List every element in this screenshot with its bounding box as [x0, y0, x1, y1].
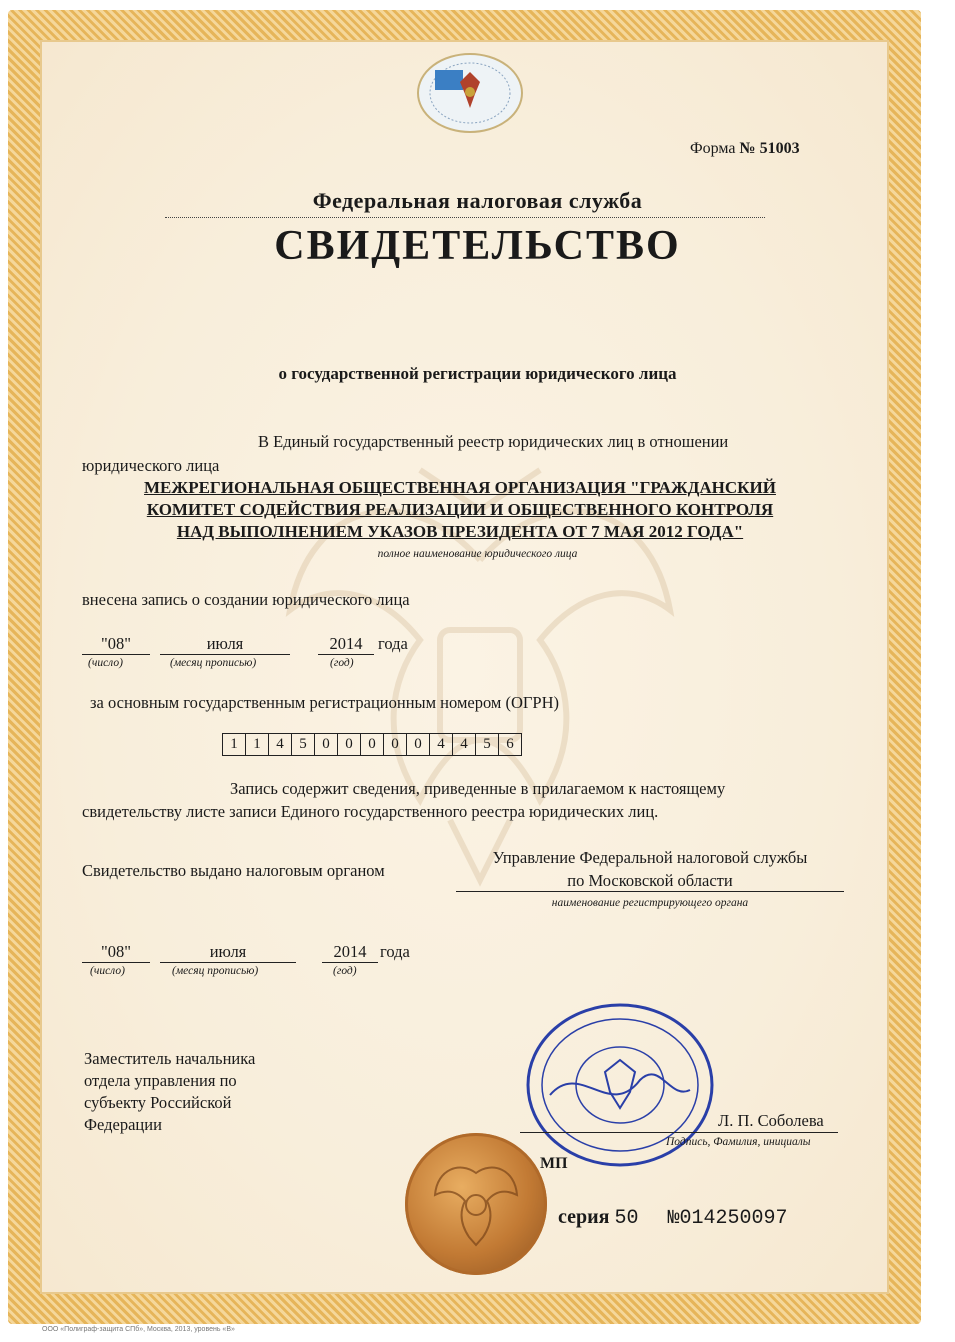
signature-caption: Подпись, Фамилия, инициалы	[666, 1136, 811, 1148]
position-line-4: Федерации	[84, 1115, 162, 1134]
agency-name: Федеральная налоговая служба	[312, 188, 643, 213]
date2-suffix: года	[380, 942, 410, 961]
fns-emblem-icon	[415, 52, 525, 134]
record-line-1: Запись содержит сведения, приведенные в прилагаемом к настоящему	[230, 779, 726, 798]
date1-month-caption: (месяц прописью)	[170, 657, 257, 669]
ogrn-digit: 4	[453, 734, 476, 755]
document-title: СВИДЕТЕЛЬСТВО	[274, 223, 681, 269]
date1-day-caption: (число)	[88, 657, 123, 669]
ogrn-digit: 0	[361, 734, 384, 755]
series-number: серия 50 №014250097	[558, 1206, 788, 1230]
intro-line-2: юридического лица	[82, 456, 220, 475]
document-subtitle: о государственной регистрации юридического лица	[278, 364, 677, 383]
date2-day-caption: (число)	[90, 965, 125, 977]
date1-month: июля	[160, 634, 290, 655]
ogrn-digit: 0	[407, 734, 430, 755]
date2-year: 2014	[322, 942, 378, 963]
issuer-line-2: по Московской области	[456, 871, 844, 892]
record-line-2: свидетельству листе записи Единого государственного реестра юридических лиц.	[82, 802, 659, 821]
ogrn-digit: 4	[269, 734, 292, 755]
intro-line-1: В Единый государственный реестр юридических лиц в отношении	[258, 432, 729, 451]
org-name-caption: полное наименование юридического лица	[377, 548, 578, 560]
issuer-caption: наименование регистрирующего органа	[551, 897, 749, 909]
ogrn-digit: 0	[384, 734, 407, 755]
organization-name	[80, 477, 840, 543]
ogrn-number-grid	[222, 733, 522, 756]
signature-line	[520, 1132, 838, 1133]
gold-seal	[405, 1133, 547, 1275]
org-name-line-3: НАД ВЫПОЛНЕНИЕМ УКАЗОВ ПРЕЗИДЕНТА ОТ 7 МАЯ 2012 ГОДА"	[176, 522, 744, 541]
ogrn-label: за основным государственным регистрационным номером (ОГРН)	[90, 693, 559, 712]
position-line-1: Заместитель начальника	[84, 1049, 256, 1068]
signer-name: Л. П. Соболева	[718, 1111, 824, 1130]
ogrn-digit: 4	[430, 734, 453, 755]
date2-month: июля	[160, 942, 296, 963]
printer-footer: ООО «Полиграф-защита СПб», Москва, 2013, уровень «В»	[42, 1326, 235, 1333]
ogrn-digit: 1	[223, 734, 246, 755]
ogrn-digit: 6	[506, 736, 514, 752]
date2-day: "08"	[82, 942, 150, 963]
signer-position	[84, 1048, 255, 1136]
ogrn-digit: 0	[315, 734, 338, 755]
position-line-2: отдела управления по	[84, 1071, 237, 1090]
position-line-3: субъекту Российской	[84, 1093, 232, 1112]
issued-by-label: Свидетельство выдано налоговым органом	[82, 861, 385, 880]
date1-year: 2014	[318, 634, 374, 655]
date1-year-caption: (год)	[330, 657, 354, 669]
date2-year-caption: (год)	[333, 965, 357, 977]
mp-label: МП	[540, 1155, 568, 1172]
ogrn-digit: 5	[292, 734, 315, 755]
date1-suffix: года	[378, 634, 408, 653]
date2-month-caption: (месяц прописью)	[172, 965, 259, 977]
ogrn-digit: 5	[476, 734, 499, 755]
seal-eagle-icon	[405, 1133, 547, 1275]
form-number: Форма № 51003	[690, 140, 800, 157]
ogrn-digit: 0	[338, 734, 361, 755]
org-name-line-1: МЕЖРЕГИОНАЛЬНАЯ ОБЩЕСТВЕННАЯ ОРГАНИЗАЦИЯ "ГРАЖДАНСКИЙ	[144, 478, 776, 497]
agency-divider	[165, 217, 765, 218]
entry-text: внесена запись о создании юридического лица	[82, 590, 410, 609]
org-name-line-2: КОМИТЕТ СОДЕЙСТВИЯ РЕАЛИЗАЦИИ И ОБЩЕСТВЕННОГО КОНТРОЛЯ	[146, 500, 774, 519]
issuer-line-1: Управление Федеральной налоговой службы	[492, 848, 808, 867]
date1-day: "08"	[82, 634, 150, 655]
ogrn-digit: 1	[246, 734, 269, 755]
